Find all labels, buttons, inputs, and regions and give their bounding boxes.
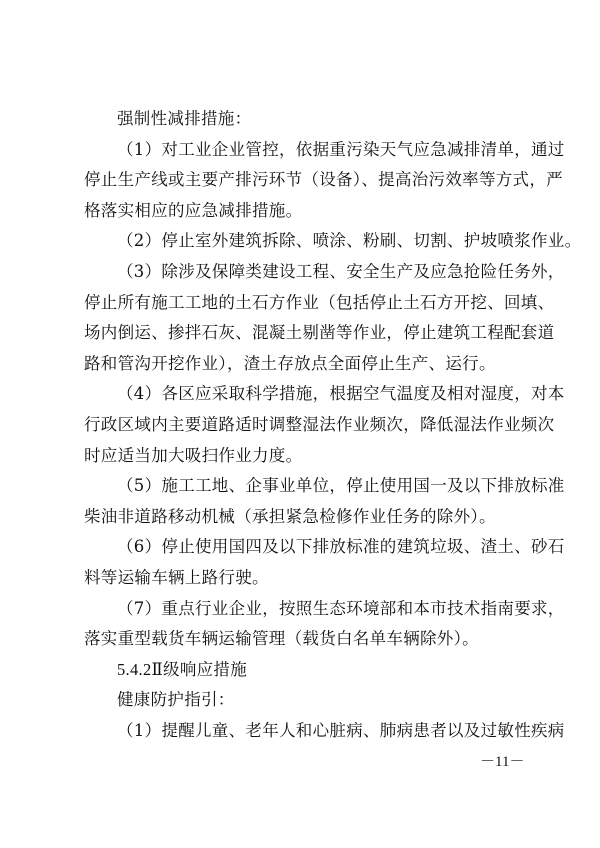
section-heading-5-4-2: 5.4.2Ⅱ级响应措施 (117, 659, 248, 679)
paragraph-line: 场内倒运、掺拌石灰、混凝土剔凿等作业，停止建筑工程配套道 (84, 323, 555, 343)
paragraph-line: 料等运输车辆上路行驶。 (84, 567, 269, 587)
paragraph-line: （7）重点行业企业，按照生态环境部和本市技术指南要求， (117, 598, 565, 618)
paragraph-line: 路和管沟开挖作业），渣土存放点全面停止生产、运行。 (84, 353, 496, 373)
section-label-health: 健康防护指引： (117, 690, 235, 710)
paragraph-line: 时应适当加大吸扫作业力度。 (84, 445, 303, 465)
paragraph-line: 柴油非道路移动机械（承担紧急检修作业任务的除外）。 (84, 506, 496, 526)
document-body (84, 104, 582, 746)
paragraph-line: （5）施工工地、企事业单位，停止使用国一及以下排放标准 (117, 476, 565, 496)
paragraph-line: （1）对工业企业管控，依据重污染天气应急减排清单，通过 (117, 139, 565, 159)
paragraph-line: （4）各区应采取科学措施，根据空气温度及相对湿度，对本 (117, 384, 565, 404)
paragraph-line: 行政区域内主要道路适时调整湿法作业频次，降低湿法作业频次 (84, 414, 555, 434)
paragraph-line: （2）停止室外建筑拆除、喷涂、粉刷、切割、护坡喷浆作业。 (117, 231, 582, 251)
paragraph-line: 落实重型载货车辆运输管理（载货白名单车辆除外）。 (84, 629, 479, 649)
page-number: －11－ (480, 754, 525, 770)
paragraph-line: （6）停止使用国四及以下排放标准的建筑垃圾、渣土、砂石 (117, 537, 565, 557)
paragraph-line: 停止所有施工工地的土石方作业（包括停止土石方开挖、回填、 (84, 292, 555, 312)
section-label-mandatory: 强制性减排措施： (117, 109, 252, 128)
paragraph-line: 格落实相应的应急减排措施。 (84, 200, 303, 220)
paragraph-line: （3）除涉及保障类建设工程、安全生产及应急抢险任务外， (117, 261, 565, 281)
paragraph-line: （1）提醒儿童、老年人和心脏病、肺病患者以及过敏性疾病 (117, 720, 565, 740)
paragraph-line: 停止生产线或主要产排污环节（设备）、提高治污效率等方式，严 (84, 170, 563, 190)
